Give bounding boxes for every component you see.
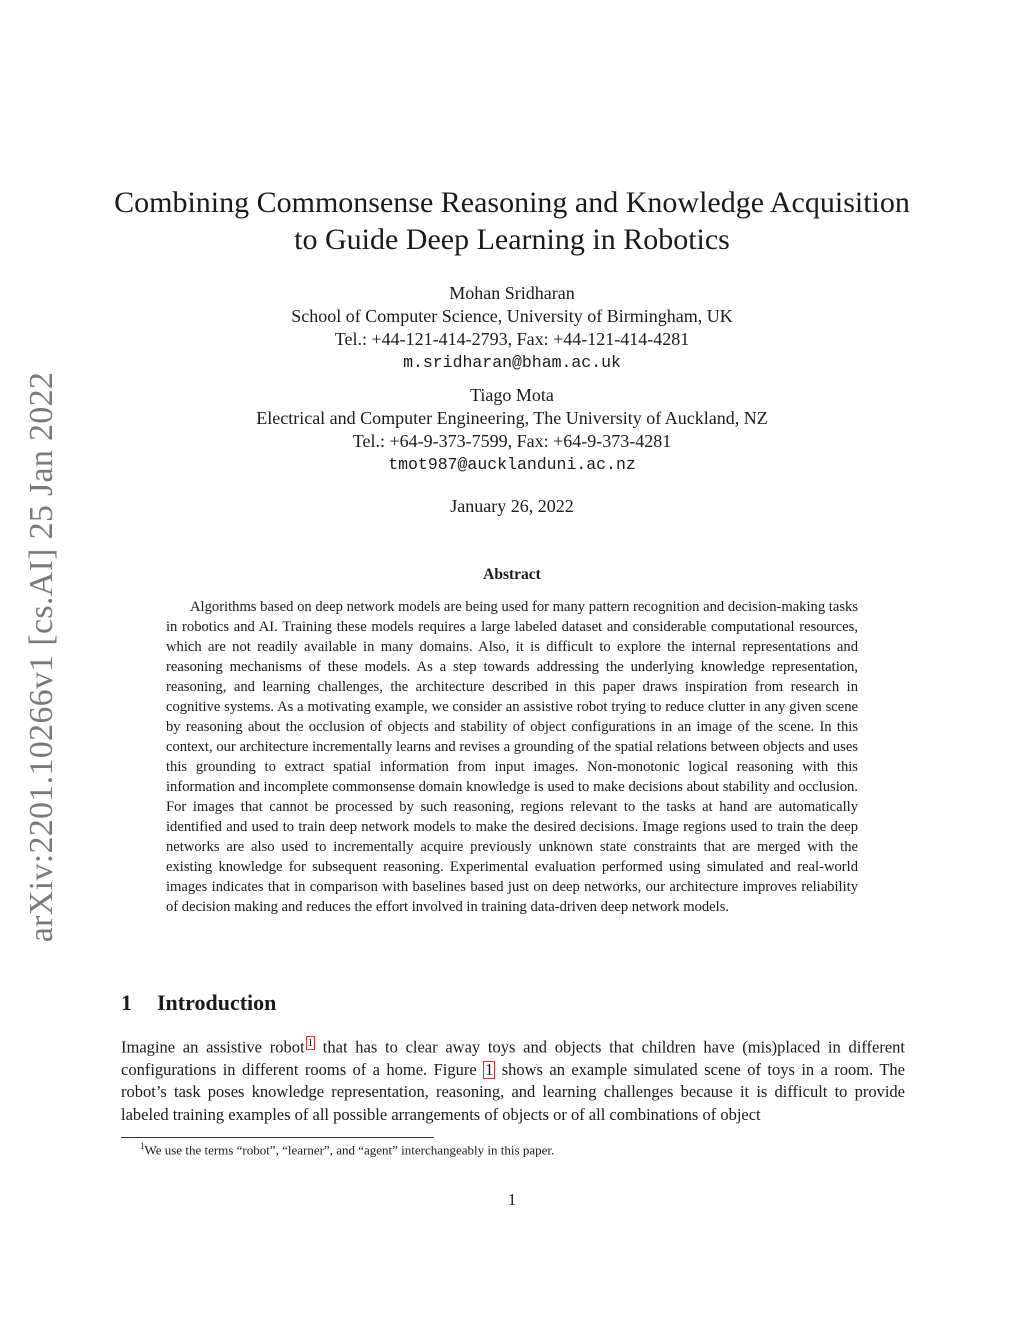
section-title: Introduction — [157, 990, 277, 1015]
author-phone: Tel.: +64-9-373-7599, Fax: +64-9-373-4281 — [352, 431, 672, 451]
author-email[interactable]: m.sridharan@bham.ac.uk — [403, 353, 621, 372]
section-number: 1 — [121, 990, 132, 1015]
arxiv-identifier-stamp — [20, 372, 64, 942]
footnote — [140, 1141, 554, 1158]
figure-reference-link[interactable]: 1 — [485, 1059, 494, 1079]
paper-title-line-1: Combining Commonsense Reasoning and Knowledge Acquisition — [114, 186, 910, 219]
footnote-divider — [121, 1137, 434, 1138]
author-block-1 — [150, 282, 874, 374]
introduction-paragraph — [121, 1036, 905, 1126]
author-name: Tiago Mota — [470, 385, 554, 405]
page-number: 1 — [507, 1190, 517, 1209]
section-heading-introduction — [121, 990, 276, 1016]
paper-title — [110, 184, 914, 258]
abstract-text: Algorithms based on deep network models are being used for many pattern recognition and decision-making tasks in robotics and AI. Training these models requires a large labeled dataset and considerable computational resources, which are not readily available in many domains. Also, it is difficult to explore the internal representations and reasoning mechanisms of these models. As a step towards addressing the underlying knowledge representation, reasoning, and learning challenges, the architecture described in this paper draws inspiration from research in cognitive systems. As a motivating example, we consider an assistive robot trying to reduce clutter in any given scene by reasoning about the occlusion of objects and stability of object configurations in an image of the scene. In this context, our architecture incrementally learns and revises a grounding of the spatial relations between objects and uses this grounding to extract spatial information from input images. Non-monotonic logical reasoning with this information and incomplete commonsense domain knowledge is used to make decisions about stability and occlusion. For images that cannot be processed by such reasoning, regions relevant to the tasks at hand are automatically identified and used to train deep network models to make the desired decisions. Image regions used to train the deep networks are also used to incrementally acquire previously unknown state constraints that are merged with the existing knowledge for subsequent reasoning. Experimental evaluation performed using simulated and real-world images indicates that in comparison with baselines based just on deep networks, our architecture improves reliability of decision making and reduces the effort involved in training data-driven deep network models. — [166, 599, 858, 915]
intro-text-start: Imagine an assistive robot — [121, 1037, 305, 1057]
author-name: Mohan Sridharan — [449, 283, 575, 303]
author-affiliation: Electrical and Computer Engineering, The University of Auckland, NZ — [256, 408, 768, 428]
footnote-text: We use the terms “robot”, “learner”, and “agent” interchangeably in this paper. — [144, 1142, 555, 1158]
abstract-heading: Abstract — [483, 566, 541, 583]
intro-text-end: shows an example simulated scene of toys in a room. The robot’s task poses knowledge representation, reasoning, and learning challenges because it is difficult to provide labeled training examples of all possible arrangements of objects or of all combinations of object — [121, 1059, 905, 1124]
footnote-reference-link[interactable]: 1 — [307, 1037, 314, 1049]
footnote-mark: 1 — [140, 1141, 145, 1151]
intro-text-middle: that has to clear away toys and objects that children have (mis)placed in different configurations in different rooms of a home. Figure — [121, 1037, 905, 1079]
author-email[interactable]: tmot987@aucklanduni.ac.nz — [388, 455, 636, 474]
publication-date: January 26, 2022 — [450, 496, 574, 516]
author-affiliation: School of Computer Science, University of Birmingham, UK — [291, 306, 733, 326]
arxiv-identifier-text: arXiv:2201.10266v1 [cs.AI] 25 Jan 2022 — [23, 371, 60, 943]
paper-title-line-2: to Guide Deep Learning in Robotics — [294, 223, 730, 256]
author-phone: Tel.: +44-121-414-2793, Fax: +44-121-414-4281 — [334, 329, 690, 349]
author-block-2 — [150, 384, 874, 476]
